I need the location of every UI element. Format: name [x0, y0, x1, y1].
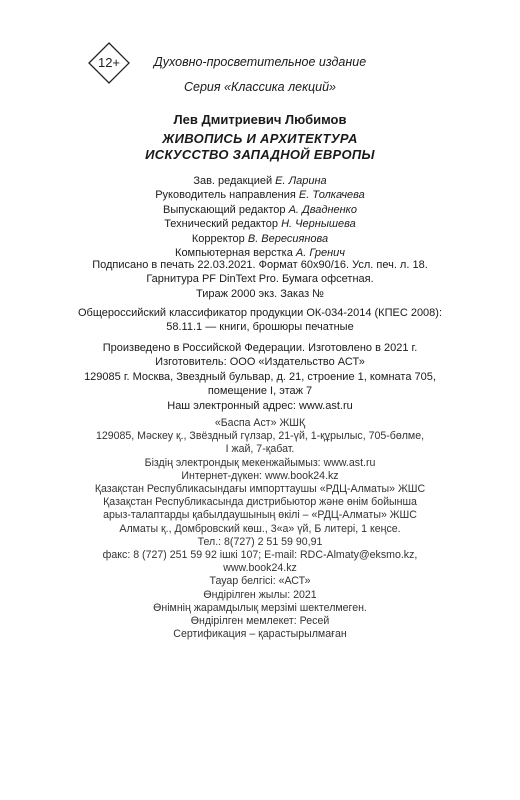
- production-line: Изготовитель: ООО «Издательство АСТ»: [155, 356, 365, 369]
- kazakh-line: Интернет-дүкен: www.book24.kz: [181, 469, 339, 482]
- staff-line: Руководитель направления Е. Толкачева: [155, 189, 365, 202]
- staff-credits: [0, 174, 520, 260]
- staff-line: Технический редактор Н. Чернышева: [164, 218, 356, 231]
- print-info-line: Гарнитура PF DinText Pro. Бумага офсетная.: [146, 273, 374, 286]
- kazakh-line: Сертификация – қарастырылмаған: [173, 628, 347, 641]
- kazakh-line: Өндірілген мемлекет: Ресей: [190, 615, 330, 628]
- staff-line: Выпускающий редактор А. Двадненко: [162, 203, 357, 216]
- series-name: Серия «Классика лекций»: [183, 80, 337, 94]
- kazakh-line: Өнімнің жарамдылық мерзімі шектелмеген.: [153, 601, 367, 614]
- author-name: Лев Дмитриевич Любимов: [173, 112, 347, 127]
- production-line: Наш электронный адрес: www.ast.ru: [167, 399, 353, 412]
- print-info-line: Подписано в печать 22.03.2021. Формат 60x90/16. Усл. печ. л. 18.: [92, 259, 428, 271]
- book-title-line-1: ЖИВОПИСЬ И АРХИТЕКТУРА: [162, 131, 358, 146]
- production-line: помещение I, этаж 7: [207, 385, 313, 398]
- production-line: 129085 г. Москва, Звездный бульвар, д. 21, строение 1, комната 705,: [84, 370, 436, 383]
- kazakh-line: www.book24.kz: [223, 562, 297, 575]
- classifier-line: 58.11.1 — книги, брошюры печатные: [166, 321, 354, 334]
- kazakh-line: Алматы қ., Домбровский көш., 3«а» үй, Б литері, 1 кеңсе.: [119, 522, 401, 535]
- staff-line: Компьютерная верстка А. Гренич: [175, 247, 345, 260]
- production-info: [0, 341, 520, 413]
- kazakh-info: [0, 417, 520, 641]
- book-title-line-2: ИСКУССТВО ЗАПАДНОЙ ЕВРОПЫ: [145, 147, 375, 162]
- kazakh-line: Тауар белгісі: «АСТ»: [209, 575, 311, 588]
- kazakh-line: Қазақстан Республикасында дистрибьютор және өнім бойынша: [103, 496, 417, 509]
- kazakh-line: Өндірілген жылы: 2021: [203, 588, 317, 601]
- kazakh-line: I жай, 7-қабат.: [225, 443, 295, 456]
- kazakh-line: Тел.: 8(727) 2 51 59 90,91: [197, 535, 323, 548]
- kazakh-line: факс: 8 (727) 251 59 92 ішкі 107; E-mail: RDC-Almaty@eksmo.kz,: [102, 549, 418, 562]
- classifier-line: Общероссийский классификатор продукции ОК-034-2014 (КПЕС 2008):: [77, 307, 443, 319]
- kazakh-line: арыз-талаптарды қабылдаушының өкілі – «РДЦ-Алматы» ЖШС: [103, 509, 417, 522]
- age-rating-text: 12+: [97, 55, 121, 70]
- print-info: [0, 258, 520, 301]
- staff-line: Зав. редакцией Е. Ларина: [193, 175, 327, 187]
- kazakh-line: Қазақстан Республикасындағы импорттаушы «РДЦ-Алматы» ЖШС: [94, 483, 426, 496]
- kazakh-line: «Баспа Аст» ЖШҚ: [214, 417, 306, 429]
- kazakh-line: 129085, Мәскеу қ., Звёздный гүлзар, 21-үй, 1-құрылыс, 705-бөлме,: [95, 430, 425, 443]
- production-line: Произведено в Российской Федерации. Изготовлено в 2021 г.: [102, 342, 418, 354]
- staff-line: Корректор В. Вересиянова: [191, 232, 329, 245]
- product-classifier: [0, 306, 520, 335]
- print-info-line: Тираж 2000 экз. Заказ №: [196, 287, 324, 300]
- kazakh-line: Біздің электрондық мекенжайымыз: www.ast.ru: [144, 456, 376, 469]
- edition-type: Духовно-просветительное издание: [153, 55, 367, 69]
